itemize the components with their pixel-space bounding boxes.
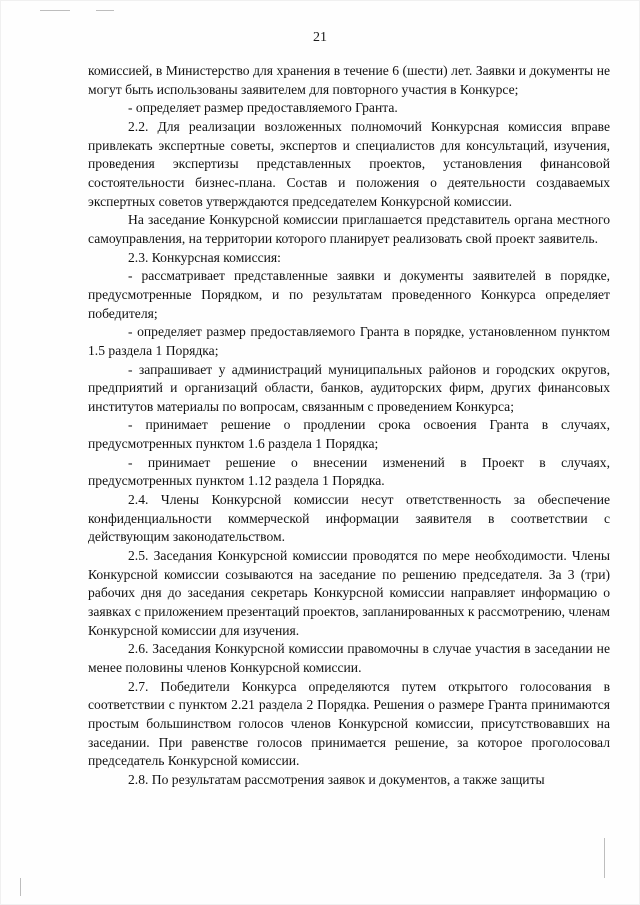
paragraph: 2.8. По результатам рассмотрения заявок и документов, а также защиты: [128, 771, 545, 787]
paragraph: На заседание Конкурсной комиссии приглашается представитель органа местного самоуправления, на территории которого планирует реализовать свой проект заявитель.: [88, 212, 610, 246]
paragraph: 2.5. Заседания Конкурсной комиссии проводятся по мере необходимости. Члены Конкурсной комиссии созываются на заседание по решению председателя. За 3 (три) рабочих дня до заседания секретарь Конкурсной комиссии направляет информацию о заявках с приложением презентаций проектов, запланированных к рассмотрению, членам Конкурсной комиссии для изучения.: [88, 548, 610, 638]
paragraph: - принимает решение о внесении изменений в Проект в случаях, предусмотренных пунктом 1.12 раздела 1 Порядка.: [88, 454, 610, 489]
paragraph: - принимает решение о продлении срока освоения Гранта в случаях, предусмотренных пунктом 1.6 раздела 1 Порядка;: [88, 417, 610, 452]
paragraph: 2.3. Конкурсная комиссия:: [128, 249, 281, 265]
paragraph: - запрашивает у администраций муниципальных районов и городских округов, предприятий и организаций области, банков, аудиторских фирм, других финансовых институтов материалы по вопросам, связанным с проведением Конкурса;: [88, 361, 610, 414]
document-body: [88, 62, 610, 790]
paragraph: 2.2. Для реализации возложенных полномочий Конкурсная комиссия вправе привлекать экспертные советы, экспертов и специалистов для консультаций, изучения, проведения экспертизы представленных проектов, установления финансовой состоятельности бизнес-плана. Состав и положения о деятельности создаваемых экспертных советов утверждаются председателем Конкурсной комиссии.: [88, 118, 610, 209]
paragraph: 2.4. Члены Конкурсной комиссии несут ответственность за обеспечение конфиденциальности коммерческой информации заявителя в соответствии с действующим законодательством.: [88, 492, 610, 545]
paragraph: комиссией, в Министерство для хранения в течение 6 (шести) лет. Заявки и документы не могут быть использованы заявителем для повторного участия в Конкурсе;: [88, 63, 610, 97]
paragraph: - рассматривает представленные заявки и документы заявителей в порядке, предусмотренные Порядком, и по результатам проведенного Конкурса определяет победителя;: [88, 268, 610, 321]
paragraph: - определяет размер предоставляемого Гранта.: [128, 100, 398, 116]
paragraph: 2.7. Победители Конкурса определяются путем открытого голосования в соответствии с пунктом 2.21 раздела 2 Порядка. Решения о размере Гранта принимаются простым большинством голосов членов Конкурсной комиссии, присутствовавших на заседании. При равенстве голосов принимается решение, за которое проголосовал председатель Конкурсной комиссии.: [88, 678, 610, 769]
paragraph: 2.6. Заседания Конкурсной комиссии правомочны в случае участия в заседании не менее половины членов Конкурсной комиссии.: [88, 641, 610, 675]
page-number: 21: [313, 30, 327, 45]
paragraph: - определяет размер предоставляемого Гранта в порядке, установленном пунктом 1.5 раздела 1 Порядка;: [88, 324, 610, 358]
